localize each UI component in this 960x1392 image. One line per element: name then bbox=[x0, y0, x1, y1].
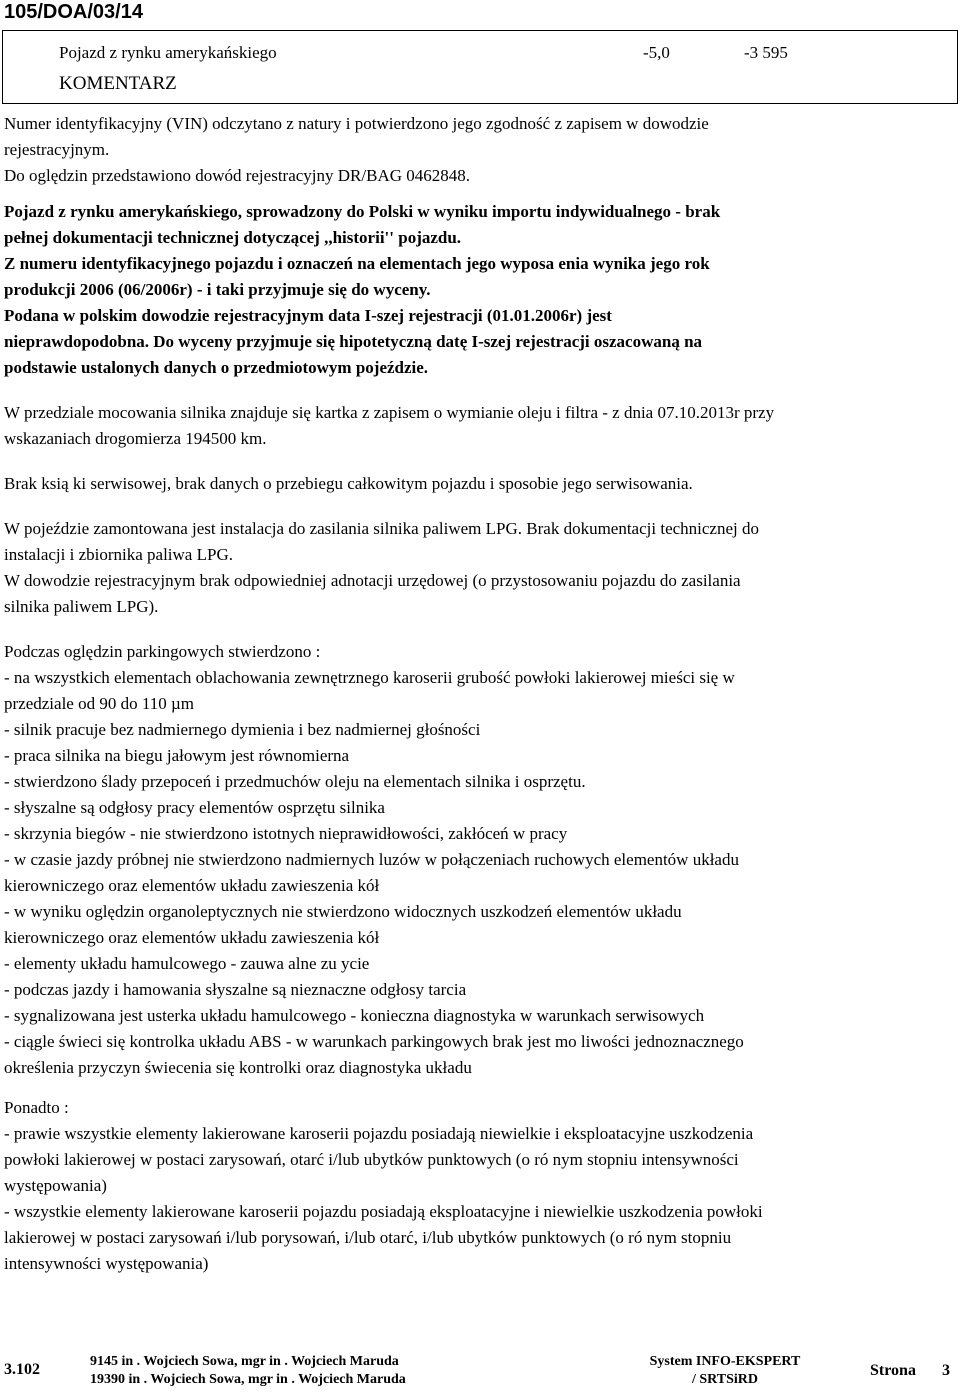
ponadto-line: występowania) bbox=[4, 1176, 107, 1195]
section-number: 3.102 bbox=[4, 1361, 40, 1378]
registration-date-line-2: nieprawdopodobna. Do wyceny przyjmuje się hipotetyczną datę I-szej rejestracji oszacowaną na bbox=[4, 332, 703, 351]
service-book-line: Brak ksią ki serwisowej, brak danych o przebiegu całkowitym pojazdu i sposobie jego serwisowania. bbox=[4, 474, 693, 493]
summary-box bbox=[2, 30, 958, 104]
ponadto-line: - prawie wszystkie elementy lakierowane karoserii pojazdu posiadają niewielkie i eksploatacyjne uszkodzenia bbox=[4, 1124, 754, 1143]
system-line-1: System INFO-EKSPERT bbox=[649, 1354, 801, 1369]
parking-line: przedziale od 90 do 110 µm bbox=[4, 694, 194, 713]
parking-line: - słyszalne są odgłosy pracy elementów osprzętu silnika bbox=[4, 798, 385, 817]
ponadto-line: - wszystkie elementy lakierowane karoserii pojazdu posiadają eksploatacyjne i niewielkie uszkodzenia powłoki bbox=[4, 1202, 763, 1221]
page-label: Strona bbox=[870, 1362, 916, 1379]
vin-line-1: Numer identyfikacyjny (VIN) odczytano z natury i potwierdzono jego zgodność z zapisem w dowodzie bbox=[4, 114, 709, 133]
parking-line: - na wszystkich elementach oblachowania zewnętrznego karoserii grubość powłoki lakierowej mieści się w bbox=[4, 668, 735, 687]
parking-line: - w wyniku oględzin organoleptycznych nie stwierdzono widocznych uszkodzeń elementów układu bbox=[4, 902, 682, 921]
lpg-line-1: W pojeździe zamontowana jest instalacja do zasilania silnika paliwem LPG. Brak dokumentacji technicznej do bbox=[4, 519, 759, 538]
parking-line: kierowniczego oraz elementów układu zawieszenia kół bbox=[4, 928, 380, 947]
oil-change-line-2: wskazaniach drogomierza 194500 km. bbox=[4, 429, 267, 448]
registration-line: Do oględzin przedstawiono dowód rejestracyjny DR/BAG 0462848. bbox=[4, 166, 470, 185]
system-name bbox=[640, 1353, 810, 1389]
ponadto-line: powłoki lakierowej w postaci zarysowań, otarć i/lub ubytków punktowych (o ró nym stopniu intensywności bbox=[4, 1150, 739, 1169]
author-line-1: 9145 in . Wojciech Sowa, mgr in . Wojciech Maruda bbox=[90, 1354, 399, 1369]
lpg-line-4: silnika paliwem LPG). bbox=[4, 597, 159, 616]
lpg-line-3: W dowodzie rejestracyjnym brak odpowiedniej adnotacji urzędowej (o przystosowaniu pojazdu do zasilania bbox=[4, 571, 741, 590]
page-indicator bbox=[870, 1362, 950, 1380]
adjustment-item-label: Pojazd z rynku amerykańskiego bbox=[59, 43, 277, 62]
parking-line: kierowniczego oraz elementów układu zawieszenia kół bbox=[4, 876, 380, 895]
comment-heading: KOMENTARZ bbox=[59, 73, 177, 94]
registration-date-line-3: podstawie ustalonych danych o przedmiotowym pojeździe. bbox=[4, 358, 429, 377]
ponadto-line: intensywności występowania) bbox=[4, 1254, 209, 1273]
parking-line: - w czasie jazdy próbnej nie stwierdzono nadmiernych luzów w połączeniach ruchowych elementów układu bbox=[4, 850, 739, 869]
production-line-1: Z numeru identyfikacyjnego pojazdu i oznaczeń na elementach jego wyposa enia wynika jego rok bbox=[4, 254, 710, 273]
parking-line: - skrzynia biegów - nie stwierdzono istotnych nieprawidłowości, zakłóceń w pracy bbox=[4, 824, 568, 843]
vin-line-2: rejestracyjnym. bbox=[4, 140, 110, 159]
comment-body bbox=[4, 111, 956, 1277]
parking-line: - praca silnika na biegu jałowym jest równomierna bbox=[4, 746, 350, 765]
ponadto-line: lakierowej w postaci zarysowań i/lub porysowań, i/lub otarć, i/lub ubytków punktowych (o ró nym stopniu bbox=[4, 1228, 732, 1247]
import-line-1: Pojazd z rynku amerykańskiego, sprowadzony do Polski w wyniku importu indywidualnego - brak bbox=[4, 202, 721, 221]
page-footer bbox=[0, 1350, 960, 1392]
import-line-2: pełnej dokumentacji technicznej dotyczącej ,,historii'' pojazdu. bbox=[4, 228, 462, 247]
ponadto-intro: Ponadto : bbox=[4, 1098, 69, 1117]
parking-intro: Podczas oględzin parkingowych stwierdzono : bbox=[4, 642, 321, 661]
document-id: 105/DOA/03/14 bbox=[4, 1, 143, 23]
oil-change-line-1: W przedziale mocowania silnika znajduje się kartka z zapisem o wymianie oleju i filtra - z dnia 07.10.2013r przy bbox=[4, 403, 775, 422]
parking-line: - sygnalizowana jest usterka układu hamulcowego - konieczna diagnostyka w warunkach serwisowych bbox=[4, 1006, 705, 1025]
authors bbox=[90, 1353, 406, 1389]
adjustment-percent: -5,0 bbox=[643, 43, 670, 62]
parking-line: określenia przyczyn świecenia się kontrolki oraz diagnostyka układu bbox=[4, 1058, 472, 1077]
parking-line: - ciągle świeci się kontrolka układu ABS - w warunkach parkingowych brak jest mo liwości jednoznacznego bbox=[4, 1032, 744, 1051]
adjustment-amount: -3 595 bbox=[744, 43, 788, 62]
system-line-2: / SRTSiRD bbox=[691, 1372, 759, 1387]
author-line-2: 19390 in . Wojciech Sowa, mgr in . Wojciech Maruda bbox=[90, 1372, 406, 1387]
parking-line: - elementy układu hamulcowego - zauwa alne zu ycie bbox=[4, 954, 370, 973]
parking-line: - silnik pracuje bez nadmiernego dymienia i bez nadmiernej głośności bbox=[4, 720, 481, 739]
parking-line: - stwierdzono ślady przepoceń i przedmuchów oleju na elementach silnika i osprzętu. bbox=[4, 772, 586, 791]
page-number: 3 bbox=[941, 1362, 950, 1379]
registration-date-line-1: Podana w polskim dowodzie rejestracyjnym data I-szej rejestracji (01.01.2006r) jest bbox=[4, 306, 612, 325]
production-line-2: produkcji 2006 (06/2006r) - i taki przyjmuje się do wyceny. bbox=[4, 280, 431, 299]
parking-line: - podczas jazdy i hamowania słyszalne są nieznaczne odgłosy tarcia bbox=[4, 980, 467, 999]
lpg-line-2: instalacji i zbiornika paliwa LPG. bbox=[4, 545, 233, 564]
